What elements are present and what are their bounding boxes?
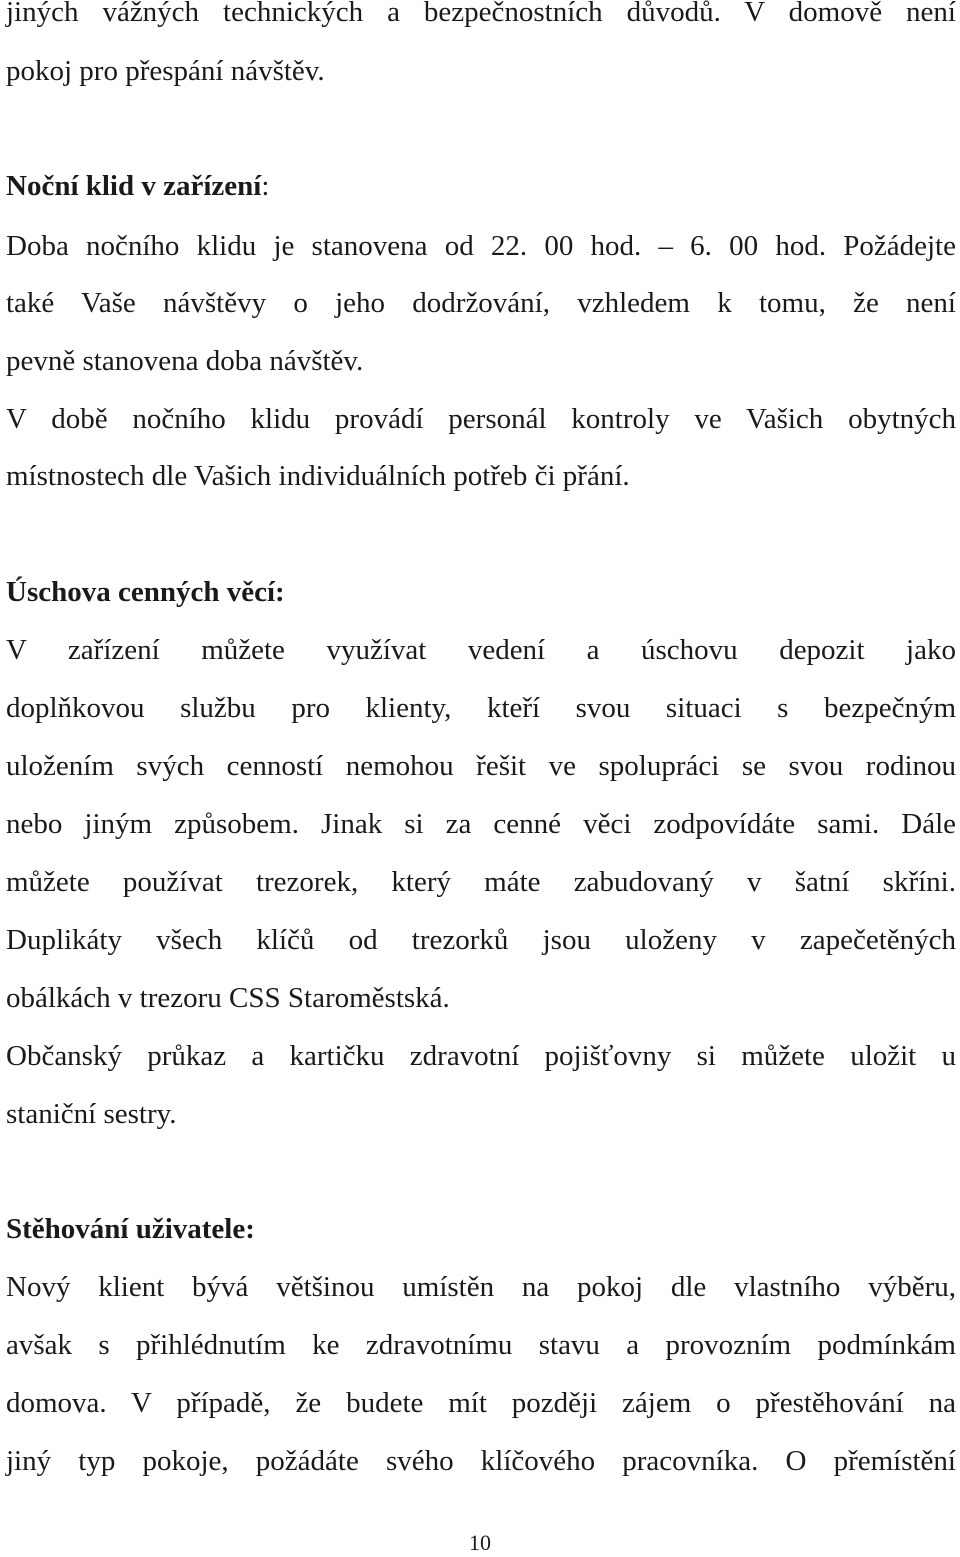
paragraph-line: doplňkovou službu pro klienty, kteří svou situaci s bezpečným [6, 692, 956, 724]
paragraph-line: jiný typ pokoje, požádáte svého klíčového pracovníka. O přemístění [6, 1445, 956, 1477]
paragraph-line: pokoj pro přespání návštěv. [6, 55, 325, 87]
paragraph-line: staniční sestry. [6, 1098, 177, 1130]
paragraph-line: také Vaše návštěvy o jeho dodržování, vzhledem k tomu, že není [6, 287, 956, 319]
paragraph-line: Doba nočního klidu je stanovena od 22. 00 hod. – 6. 00 hod. Požádejte [6, 230, 956, 262]
paragraph-line: uložením svých cenností nemohou řešit ve spolupráci se svou rodinou [6, 750, 956, 782]
section-heading-night-quiet [6, 168, 956, 204]
paragraph-line: jiných vážných technických a bezpečnostních důvodů. V domově není [6, 0, 956, 28]
paragraph-line: Nový klient bývá většinou umístěn na pokoj dle vlastního výběru, [6, 1271, 956, 1303]
paragraph-line: Duplikáty všech klíčů od trezorků jsou uloženy v zapečetěných [6, 924, 956, 956]
section-heading-colon: : [261, 170, 270, 202]
paragraph-line: Občanský průkaz a kartičku zdravotní pojišťovny si můžete uložit u [6, 1040, 956, 1072]
paragraph-line: obálkách v trezoru CSS Staroměstská. [6, 982, 450, 1014]
paragraph-line: V zařízení můžete využívat vedení a úschovu depozit jako [6, 634, 956, 666]
paragraph-line: můžete používat trezorek, který máte zabudovaný v šatní skříni. [6, 866, 956, 898]
paragraph-line: domova. V případě, že budete mít později zájem o přestěhování na [6, 1387, 956, 1419]
section-heading-text: Noční klid v zařízení [6, 170, 262, 202]
paragraph-line: V době nočního klidu provádí personál kontroly ve Vašich obytných [6, 403, 956, 435]
section-heading-valuables: Úschova cenných věcí: [6, 576, 285, 608]
paragraph-line: pevně stanovena doba návštěv. [6, 345, 364, 377]
paragraph-line: avšak s přihlédnutím ke zdravotnímu stavu a provozním podmínkám [6, 1329, 956, 1361]
page-number: 10 [469, 1530, 491, 1555]
section-heading-relocation: Stěhování uživatele: [6, 1213, 255, 1245]
paragraph-line: nebo jiným způsobem. Jinak si za cenné věci zodpovídáte sami. Dále [6, 808, 956, 840]
paragraph-line: místnostech dle Vašich individuálních potřeb či přání. [6, 460, 630, 492]
